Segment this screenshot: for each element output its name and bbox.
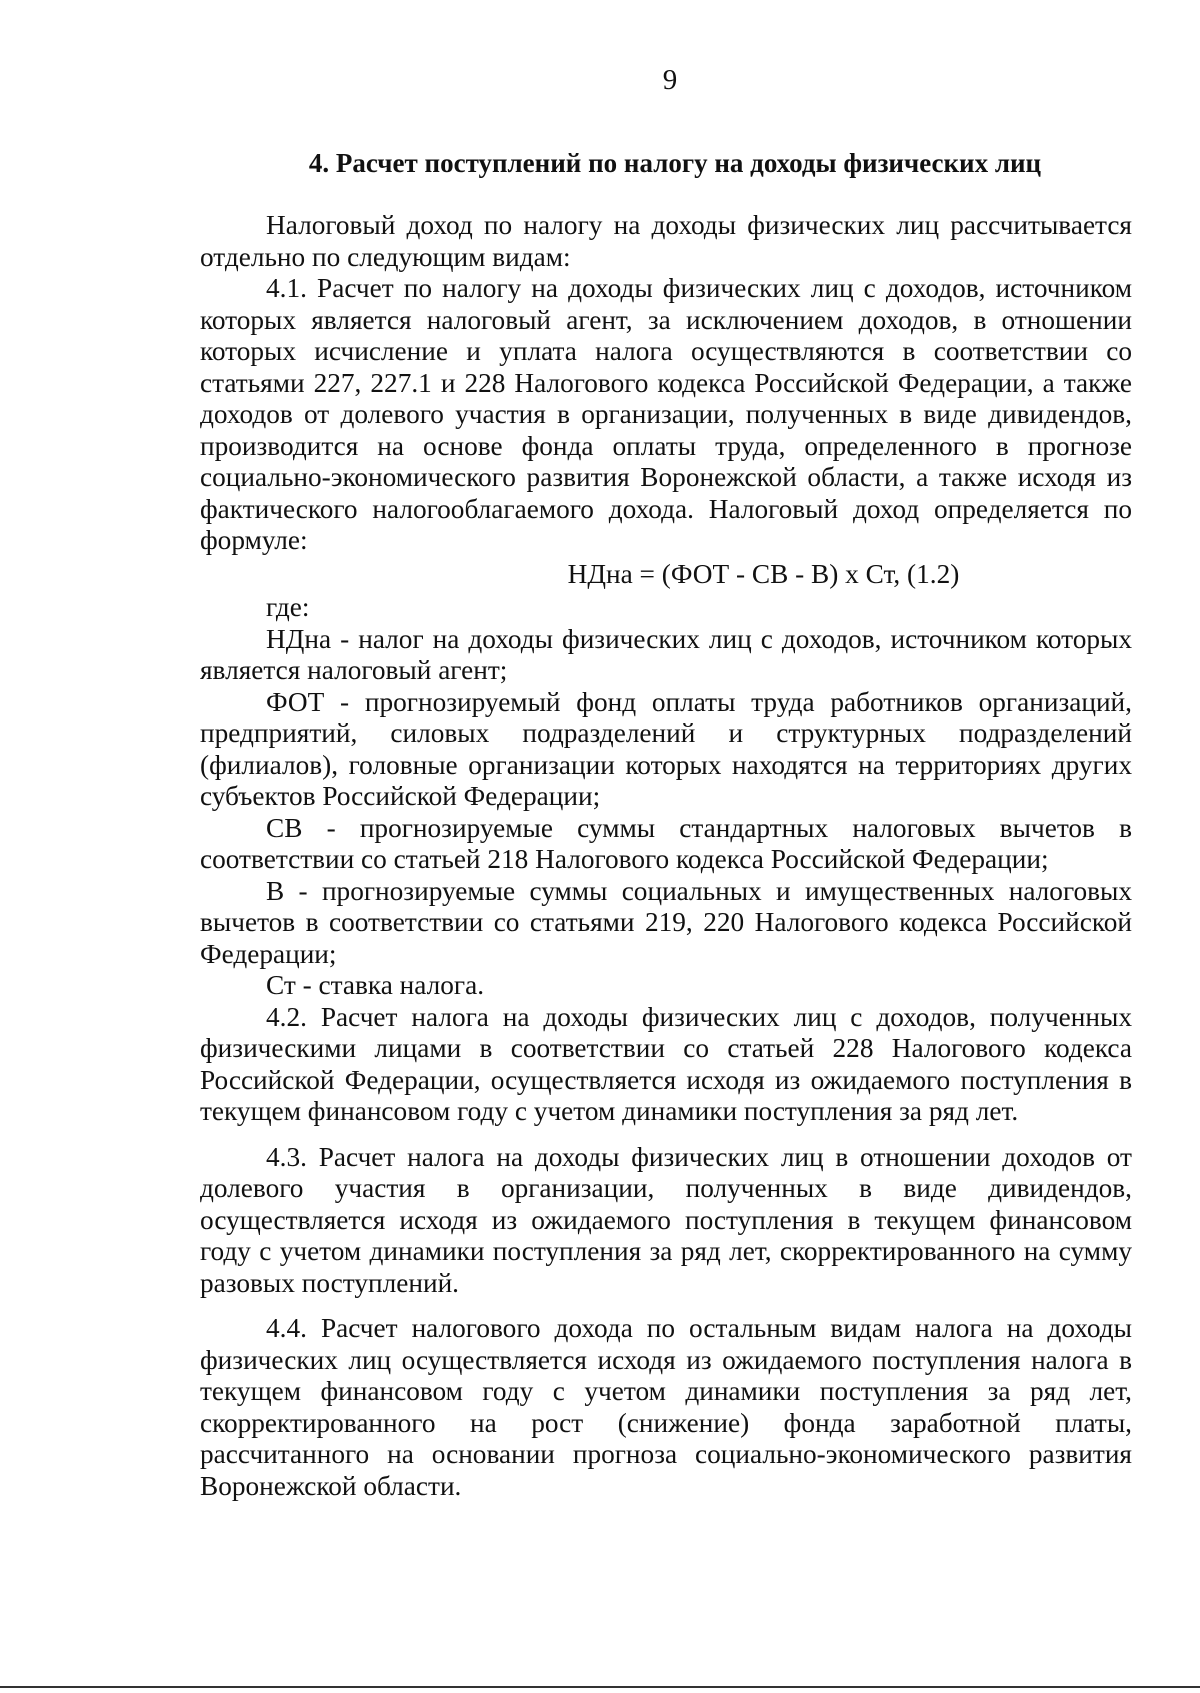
- paragraph-4-3: 4.3. Расчет налога на доходы физических лиц в отношении доходов от долевого участия в организации, полученных в виде дивидендов, осуществляется исходя из ожидаемого поступления в текущем финансовом году с учетом динамики поступления за ряд лет, скорректированного на сумму разовых поступлений.: [200, 1141, 1132, 1298]
- definition-v: В - прогнозируемые суммы социальных и имущественных налоговых вычетов в соответствии со статьями 219, 220 Налогового кодекса Российской Федерации;: [200, 875, 1132, 969]
- definition-fot: ФОТ - прогнозируемый фонд оплаты труда работников организаций, предприятий, силовых подразделений и структурных подразделений (филиалов), головные организации которых находятся на территориях других субъектов Российской Федерации;: [200, 686, 1132, 811]
- intro-paragraph: Налоговый доход по налогу на доходы физических лиц рассчитывается отдельно по следующим видам:: [200, 210, 1132, 272]
- bottom-rule: [0, 1686, 1200, 1688]
- section-title: 4. Расчет поступлений по налогу на доходы физических лиц: [308, 148, 1042, 178]
- where-label: где:: [266, 592, 310, 622]
- document-body: [200, 210, 1132, 1502]
- paragraph-4-2: 4.2. Расчет налога на доходы физических лиц с доходов, полученных физическими лицами в соответствии со статьей 228 Налогового кодекса Российской Федерации, осуществляется исходя из ожидаемого поступления в текущем финансовом году с учетом динамики поступления за ряд лет.: [200, 1001, 1132, 1126]
- page-number: 9: [662, 64, 678, 96]
- paragraph-4-4: 4.4. Расчет налогового дохода по остальным видам налога на доходы физических лиц осуществляется исходя из ожидаемого поступления налога в текущем финансовом году с учетом динамики поступления за ряд лет, скорректированного на рост (снижение) фонда заработной платы, рассчитанного на основании прогноза социально-экономического развития Воронежской области.: [200, 1313, 1132, 1501]
- formula: НДна = (ФОТ - СВ - В) х Ст, (1.2): [567, 558, 960, 589]
- definition-st: Ст - ставка налога.: [266, 970, 485, 1000]
- definition-ndna: НДна - налог на доходы физических лиц с доходов, источником которых является налоговый агент;: [200, 623, 1132, 685]
- definition-sv: СВ - прогнозируемые суммы стандартных налоговых вычетов в соответствии со статьей 218 Налогового кодекса Российской Федерации;: [200, 812, 1132, 874]
- paragraph-4-1: 4.1. Расчет по налогу на доходы физических лиц с доходов, источником которых является налоговый агент, за исключением доходов, в отношении которых исчисление и уплата налога осуществляются в соответствии со статьями 227, 227.1 и 228 Налогового кодекса Российской Федерации, а также доходов от долевого участия в организации, полученных в виде дивидендов, производится на основе фонда оплаты труда, определенного в прогнозе социально-экономического развития Воронежской области, а также исходя из фактического налогооблагаемого дохода. Налоговый доход определяется по формуле:: [200, 273, 1132, 555]
